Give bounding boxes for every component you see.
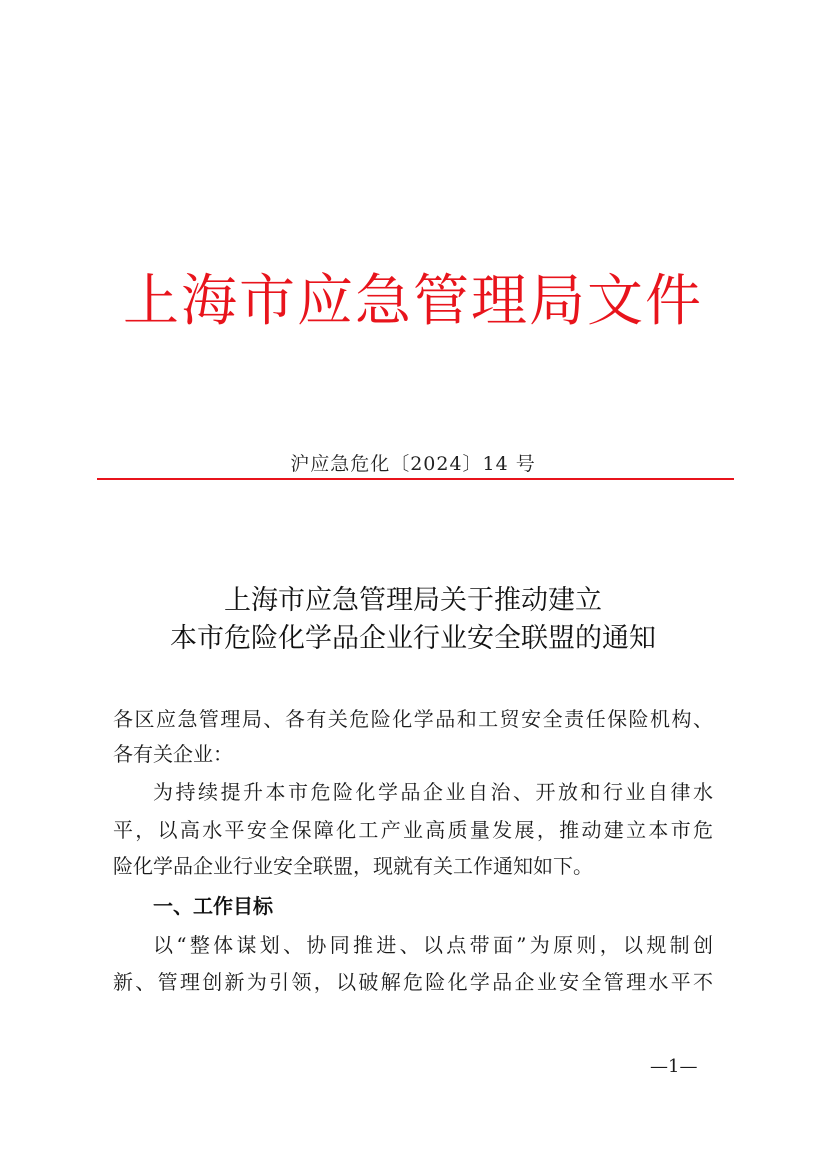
red-divider-line — [97, 478, 734, 480]
intro-paragraph-line-2: 平，以高水平安全保障化工产业高质量发展，推动建立本市危 — [113, 818, 713, 842]
notice-title-line-2: 本市危险化学品企业行业安全联盟的通知 — [170, 623, 656, 654]
notice-title-line-1: 上海市应急管理局关于推动建立 — [224, 585, 602, 616]
addressee-line-2: 各有关企业： — [113, 742, 233, 766]
masthead-title: 上海市应急管理局文件 — [123, 269, 703, 334]
document-number: 沪应急危化〔2024〕14 号 — [290, 453, 536, 475]
intro-paragraph-line-3: 险化学品企业行业安全联盟，现就有关工作通知如下。 — [113, 854, 593, 878]
page-number: —1— — [650, 1056, 698, 1077]
section-heading-work-goals: 一、工作目标 — [153, 894, 273, 918]
intro-paragraph-line-1: 为持续提升本市危险化学品企业自治、开放和行业自律水 — [153, 780, 713, 804]
addressee-line-1: 各区应急管理局、各有关危险化学品和工贸安全责任保险机构、 — [113, 707, 713, 731]
section-1-line-2: 新、管理创新为引领，以破解危险化学品企业安全管理水平不 — [113, 970, 713, 994]
section-1-line-1: 以“整体谋划、协同推进、以点带面”为原则，以规制创 — [153, 933, 713, 957]
